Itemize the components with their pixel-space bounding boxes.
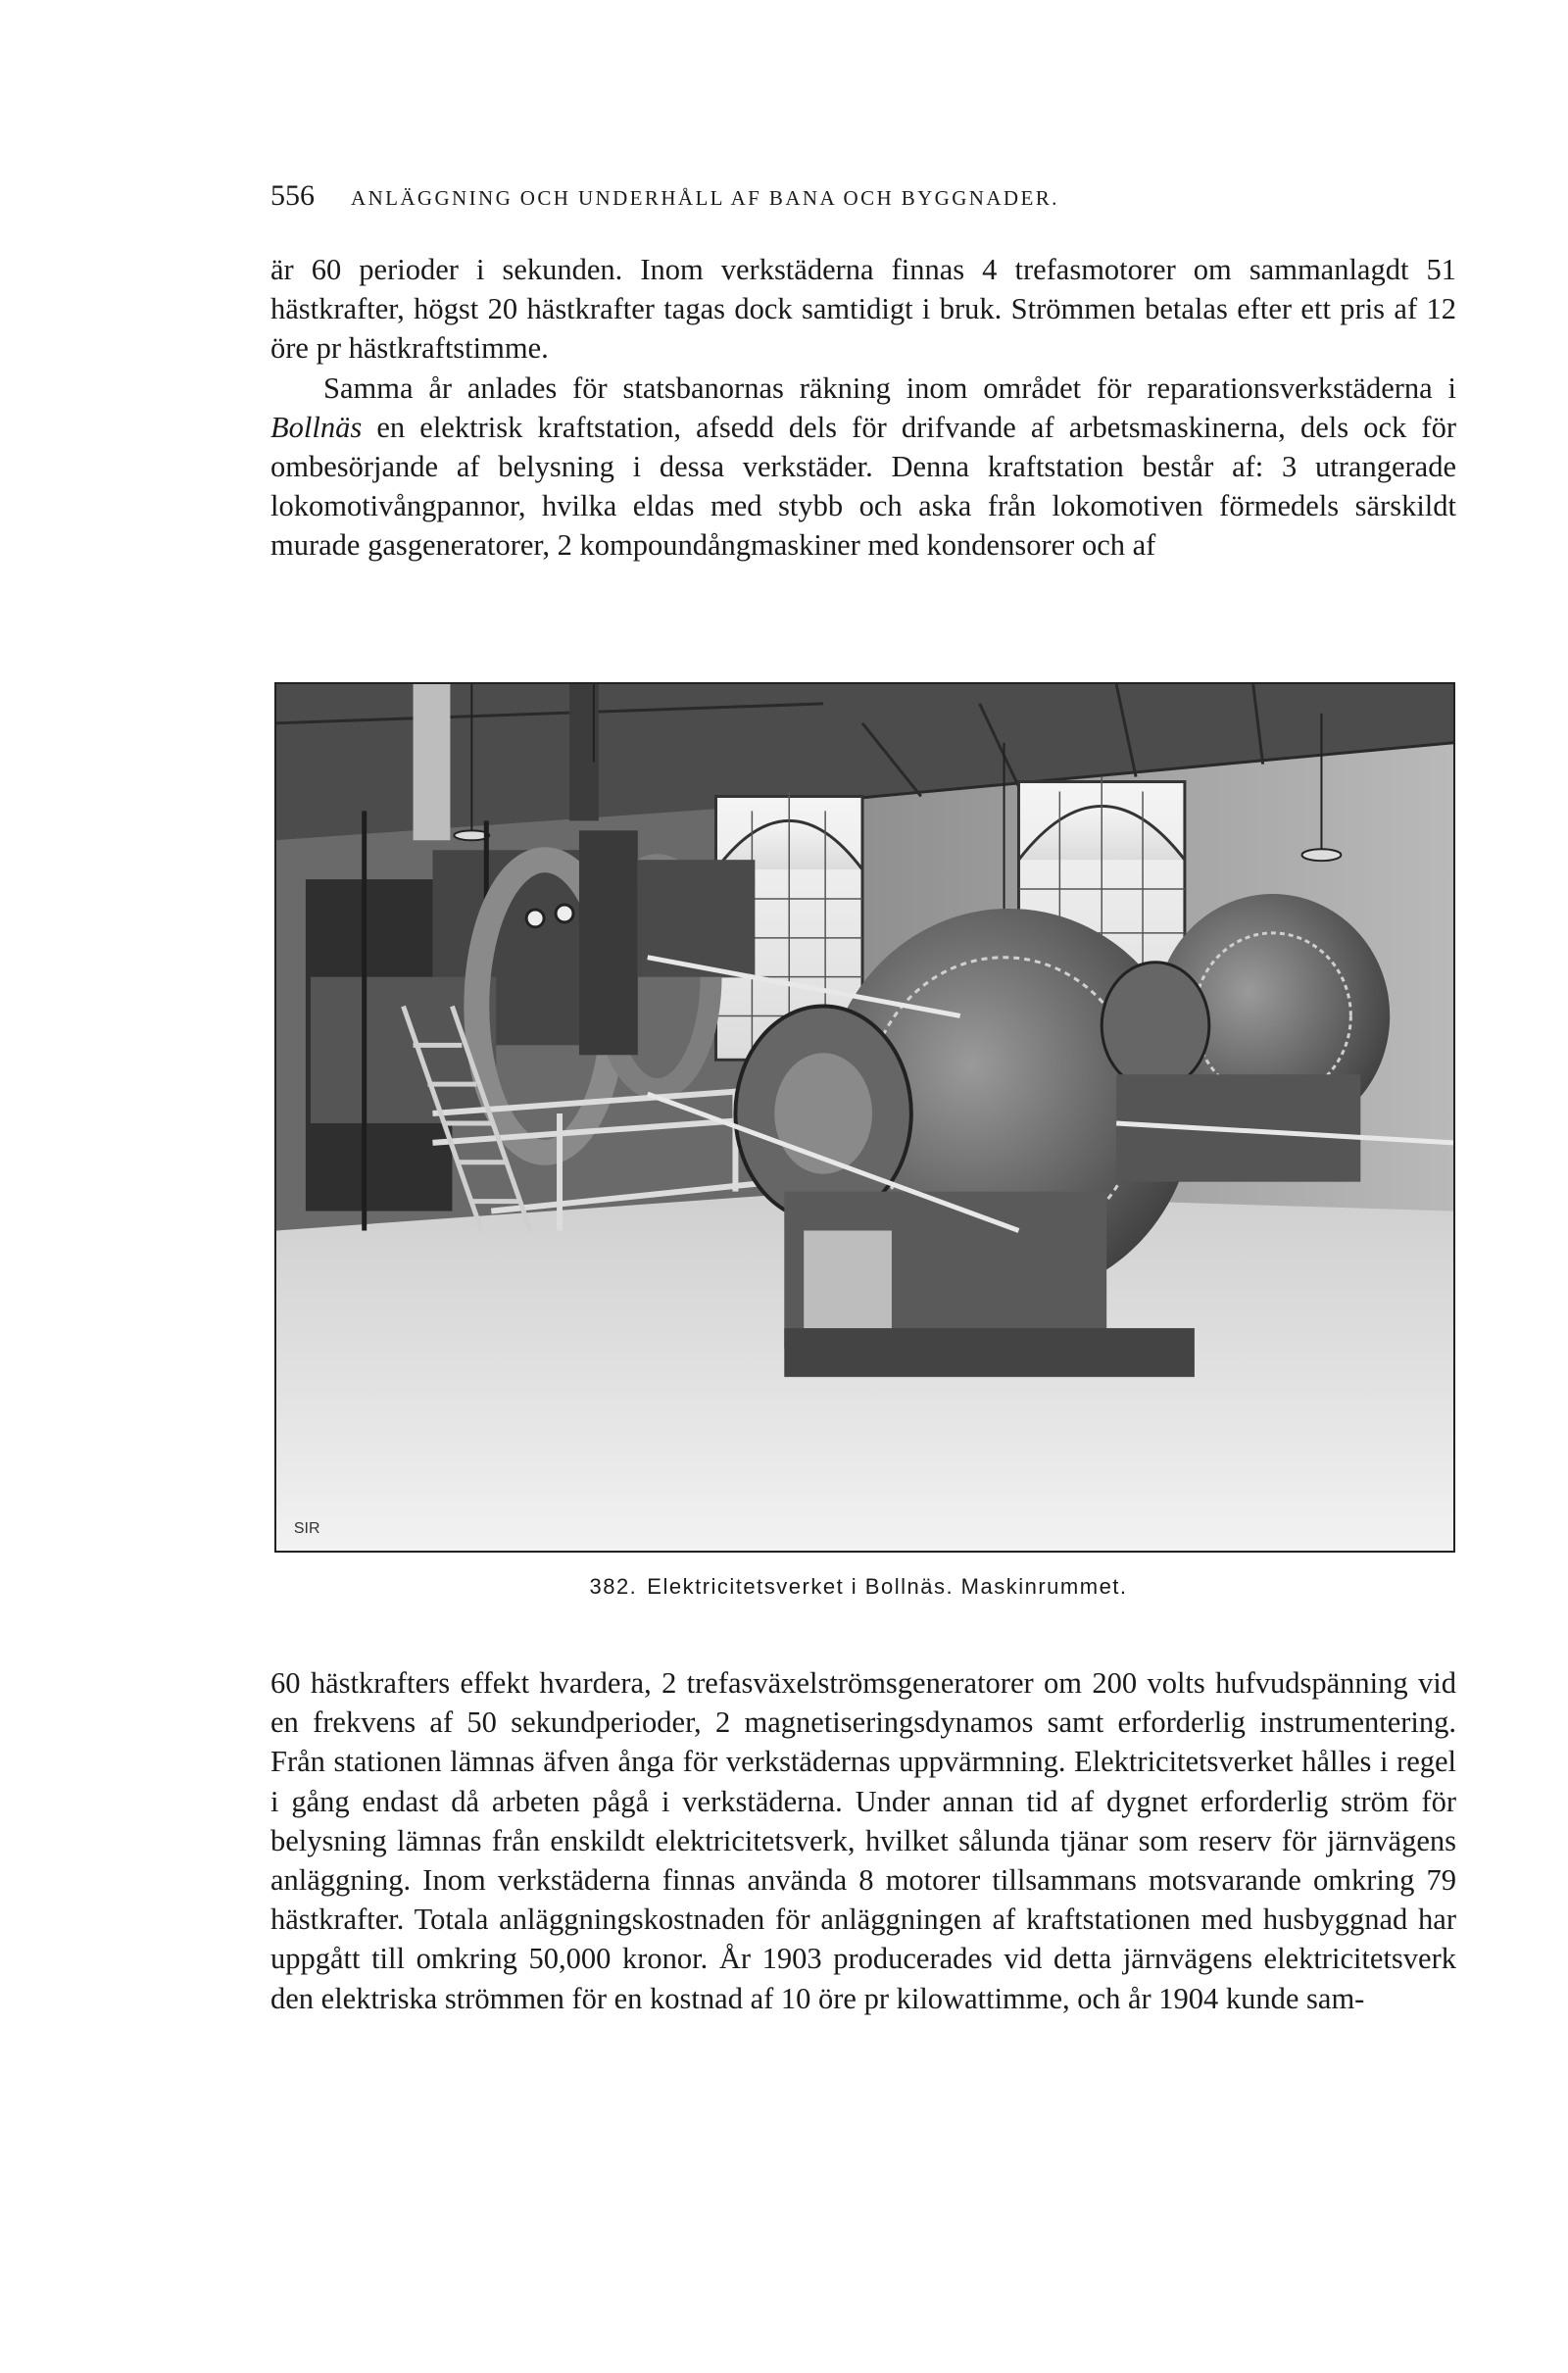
body-text-top xyxy=(270,250,1456,566)
page-number: 556 xyxy=(270,179,315,212)
paragraph-2-start: Samma år anlades för statsbanornas räkning inom området för reparationsverkstäderna i xyxy=(323,371,1456,405)
page-header xyxy=(270,176,1456,216)
paragraph-1: är 60 perioder i sekunden. Inom verkstäderna finnas 4 trefasmotorer om sammanlagdt 51 hästkrafter, högst 20 hästkrafter tagas dock samtidigt i bruk. Strömmen betalas efter ett pris af 12 öre pr hästkraftstimme. xyxy=(270,253,1456,366)
place-name: Bollnäs xyxy=(270,410,363,444)
paragraph-3: 60 hästkrafters effekt hvardera, 2 trefasväxelströmsgeneratorer om 200 volts hufvudspänning vid en frekvens af 50 sekundperioder, 2 magnetiseringsdynamos samt erforderlig instrumentering. Från stationen lämnas äfven ånga för verkstädernas uppvärmning. Elektricitetsverket hålles i regel i gång endast då arbeten pågå i verkstäderna. Under annan tid af dygnet erforderlig ström för belysning lämnas från enskildt elektricitetsverk, hvilket sålunda tjänar som reserv för järnvägens anläggning. Inom verkstäderna finnas använda 8 motorer tillsammans motsvarande omkring 79 hästkrafter. Totala anläggningskostnaden för anläggningen af kraftstationen med husbyggnad har uppgått till omkring 50,000 kronor. År 1903 producerades vid detta järnvägens elektricitetsverk den elektriska strömmen för en kostnad af 10 öre pr kilowattimme, och år 1904 kunde sam- xyxy=(270,1666,1456,2015)
figure-signature: SIR xyxy=(293,1520,320,1538)
figure-caption-text: Elektricitetsverket i Bollnäs. Maskinrummet. xyxy=(647,1574,1128,1599)
photograph-machine-room xyxy=(274,682,1455,1553)
paragraph-2 xyxy=(270,369,1456,566)
machine-room-illustration xyxy=(276,684,1453,1551)
running-head: ANLÄGGNING OCH UNDERHÅLL AF BANA OCH BYGGNADER. xyxy=(351,186,1059,210)
paragraph-2-end: en elektrisk kraftstation, afsedd dels för drifvande af arbetsmaskinerna, dels ock för ombesörjande af belysning i dessa verkstäder. Denna kraftstation består af: 3 utrangerade lokomotivångpannor, hvilka eldas med stybb och aska från lokomotiven förmedels särskildt murade gasgeneratorer, 2 kompoundångmaskiner med kondensorer och af xyxy=(270,410,1456,563)
body-text-bottom xyxy=(270,1663,1456,2018)
figure-number: 382. xyxy=(589,1574,638,1599)
figure-caption xyxy=(270,1572,1456,1602)
